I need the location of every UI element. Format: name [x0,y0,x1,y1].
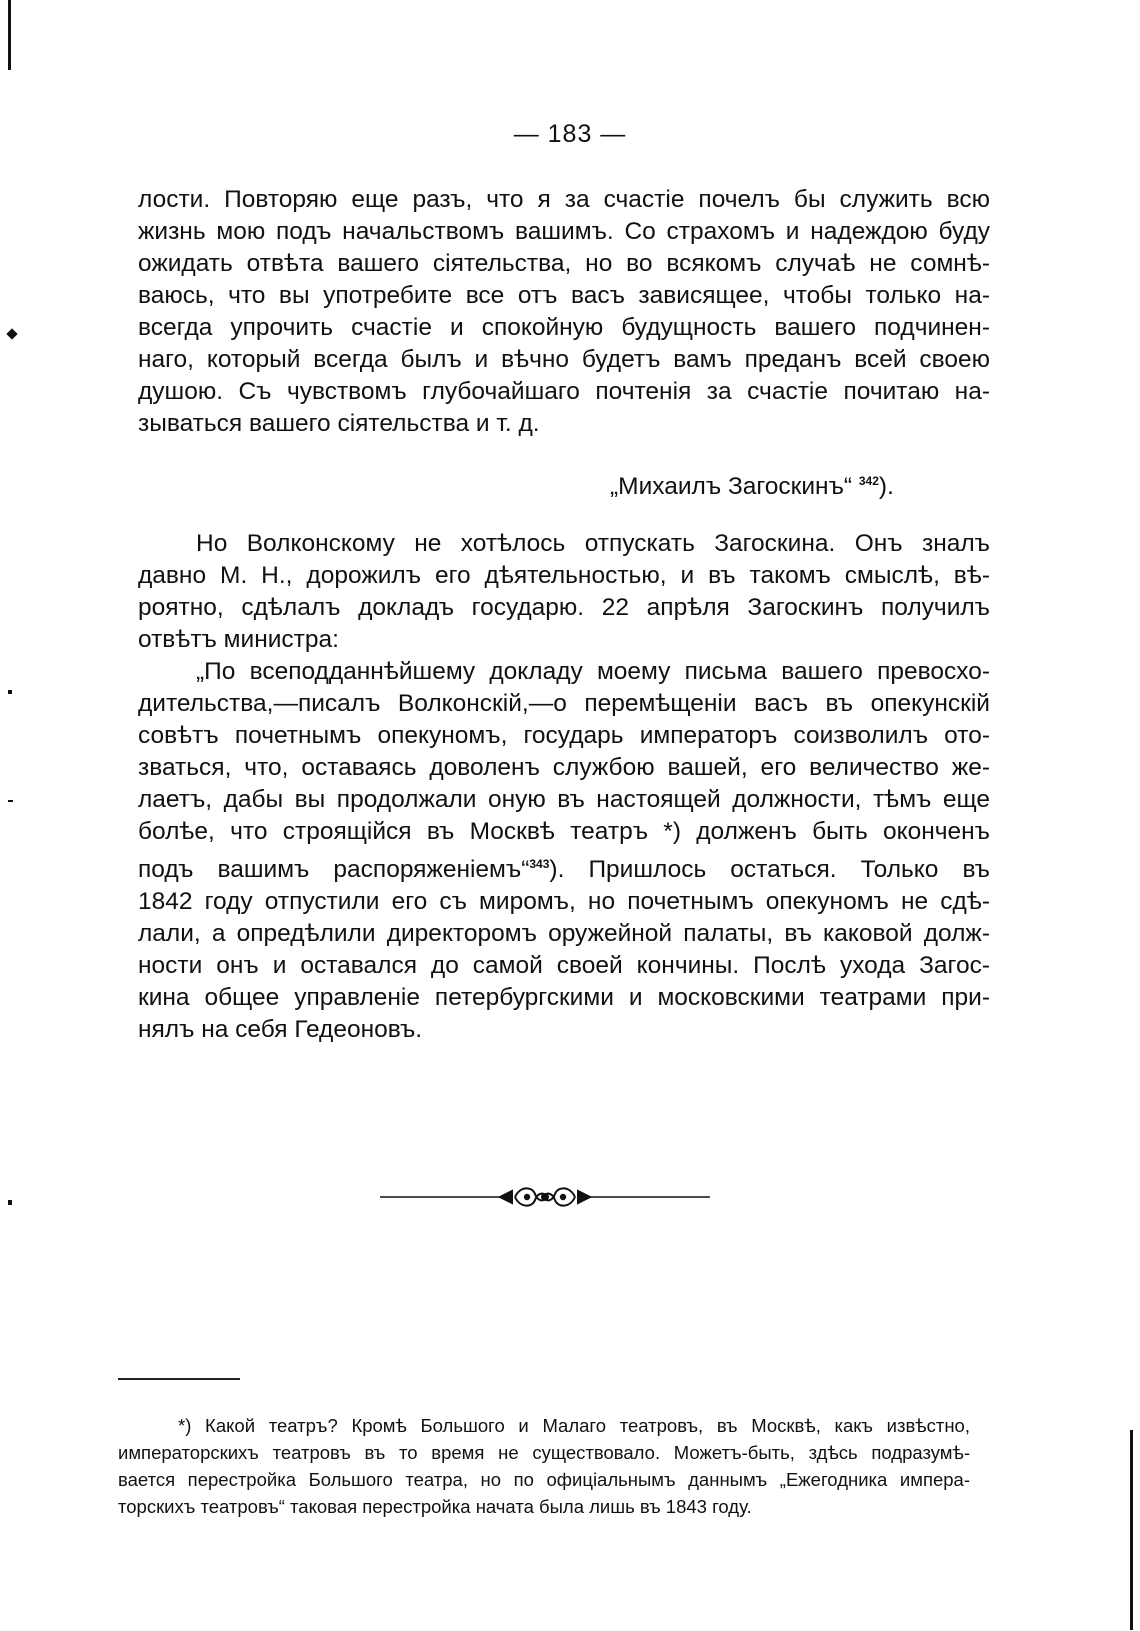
text-line: кина общее управленіе петербургскими и московскими театрами при- [138,984,990,1012]
text-line: душою. Съ чувствомъ глубочайшаго почтенія за счастіе почитаю на- [138,378,990,405]
footnote-line: императорскихъ театровъ въ то время не существовало. Можетъ-быть, здѣсь подразумѣ- [118,1442,970,1463]
text-line: лости. Повторяю еще разъ, что я за счастіе почелъ бы служить всю [138,186,990,213]
footnote-line: торскихъ театровъ“ таковая перестройка начата была лишь въ 1843 году. [118,1496,752,1517]
scan-edge-mark-top-left [8,0,11,70]
note-reference-342: 342 [858,474,879,488]
footnote-line: вается перестройка Большого театра, но по офиціальнымъ даннымъ „Ежегодника импера- [118,1469,970,1490]
scan-edge-mark-right [1130,1430,1133,1630]
note-reference-343: 343 [529,857,550,871]
section-ornament [380,1182,710,1212]
text-line: ожидать отвѣта вашего сіятельства, но во всякомъ случаѣ не сомнѣ- [138,250,990,277]
letter-ending-paragraph [138,184,990,440]
scan-edge-mark-left-4 [8,1200,12,1205]
text-line: „По всеподданнѣйшему докладу моему письма вашего превосхо- [196,658,990,685]
text-line: лали, а опредѣлили директоромъ оружейной палаты, въ каковой долж- [138,920,990,948]
text-line: зываться вашего сіятельства и т. д. [138,410,540,437]
scan-edge-mark-left-3 [8,800,13,802]
quote-continuation-text: ). Пришлось остаться. Только въ [549,856,990,884]
text-line: дительства,—писалъ Волконскій,—о перемѣщеніи васъ въ опекунскій [138,690,990,717]
text-line: ваюсь, что вы употребите все отъ васъ зависящее, чтобы только на- [138,282,990,309]
text-line: совѣтъ почетнымъ опекуномъ, государь императоръ соизволилъ ото- [138,722,990,749]
text-line: лаетъ, дабы вы продолжали оную въ настоящей должности, тѣмъ еще [138,786,990,813]
text-line: зваться, что, оставаясь доволенъ службою вашей, его величество же- [138,754,990,781]
text-line: 1842 году отпустили его съ миромъ, но почетнымъ опекуномъ не сдѣ- [138,888,990,916]
text-line: нялъ на себя Гедеоновъ. [138,1016,423,1044]
text-line: роятно, сдѣлалъ докладъ государю. 22 апрѣля Загоскинъ получилъ [138,594,990,621]
text-line-with-note [138,848,990,886]
narrative-paragraph [138,528,990,1046]
scan-edge-mark-left-1 [6,328,17,339]
scan-edge-mark-left-2 [8,690,12,694]
text-line: отвѣтъ министра: [138,626,339,653]
text-line: болѣе, что строящійся въ Москвѣ театръ *) долженъ быть оконченъ [138,818,990,845]
signature-text: „Михаилъ Загоскинъ“ [610,473,853,501]
page-number: — 183 — [513,120,627,148]
footnote-separator [118,1378,240,1380]
signature-tail: ). [878,473,894,501]
text-line: Но Волконскому не хотѣлось отпускать Загоскина. Онъ зналъ [196,530,990,557]
text-line: ности онъ и оставался до самой своей кончины. Послѣ ухода Загос- [138,952,990,980]
footnote [118,1412,970,1520]
quote-end-text: подъ вашимъ распоряженіемъ“ [138,856,530,884]
text-line: наго, который всегда былъ и вѣчно будетъ вамъ преданъ всей своею [138,346,990,373]
text-line: давно М. Н., дорожилъ его дѣятельностью, и въ такомъ смыслѣ, вѣ- [138,562,990,589]
letter-signature [610,465,894,503]
footnote-line: *) Какой театръ? Кромѣ Большого и Малаго театровъ, въ Москвѣ, какъ извѣстно, [178,1415,970,1436]
text-line: всегда упрочить счастіе и спокойную будущность вашего подчинен- [138,314,990,341]
text-line: жизнь мою подъ начальствомъ вашимъ. Со страхомъ и надеждою буду [138,218,990,245]
